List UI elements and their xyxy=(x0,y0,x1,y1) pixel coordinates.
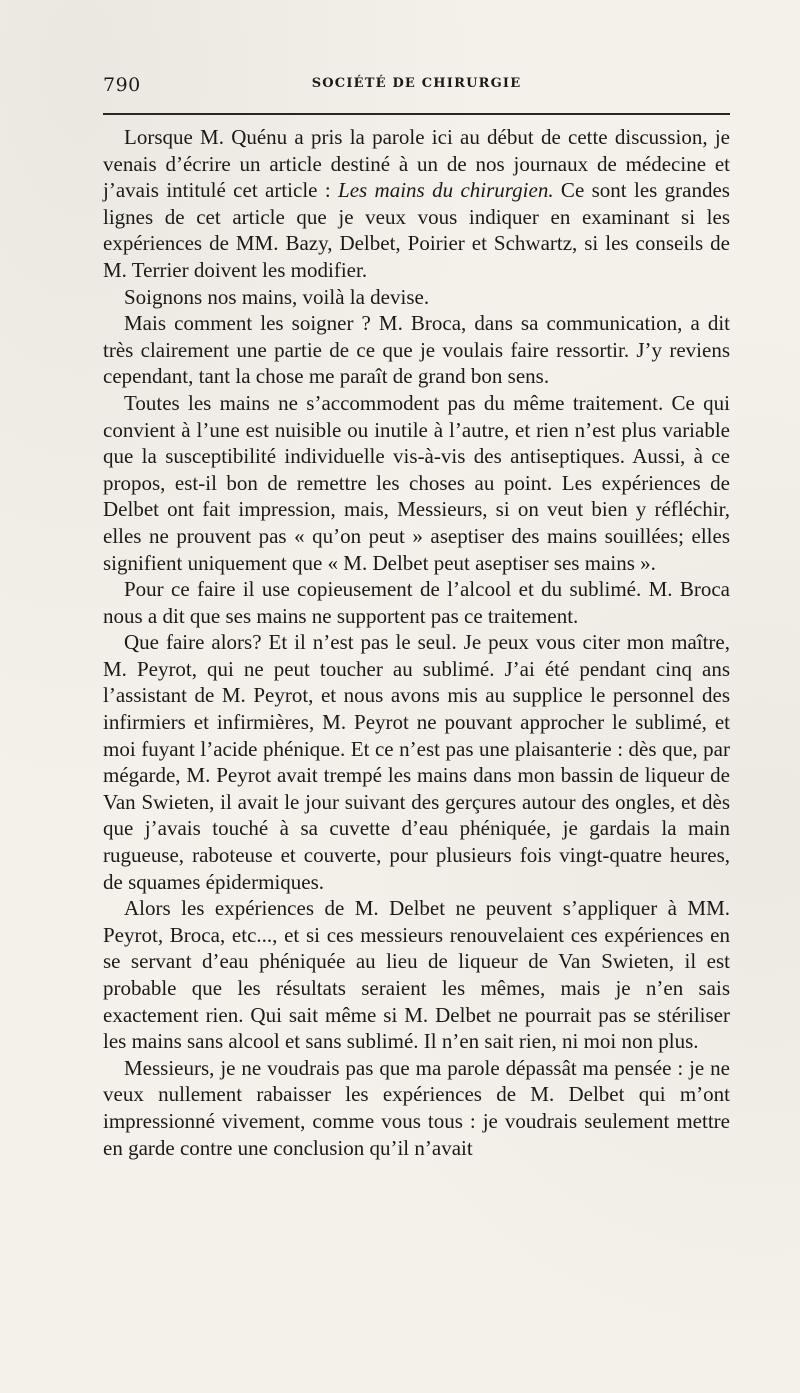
paragraph-8: Messieurs, je ne voudrais pas que ma parole dépassât ma pensée : je ne veux nullement rabaisser les expériences de M. Delbet qui m’ont impressionné vivement, comme vous tous : je voudrais seulement mettre en garde contre une conclusion qu’il n’avait xyxy=(103,1055,730,1160)
body-text xyxy=(103,124,730,1161)
paragraph-1 xyxy=(103,124,730,284)
running-title: SOCIÉTÉ DE CHIRURGIE xyxy=(311,76,522,91)
paragraph-5: Pour ce faire il use copieusement de l’alcool et du sublimé. M. Broca nous a dit que ses mains ne supportent pas ce traitement. xyxy=(103,577,730,628)
paragraph-4: Toutes les mains ne s’accommodent pas du même traitement. Ce qui convient à l’une est nuisible ou inutile à l’autre, et rien n’est plus variable que la susceptibilité individuelle vis-à-vis des antiseptiques. Aussi, à ce propos, est-il bon de remettre les choses au point. Les expériences de Delbet ont fait impression, mais, Messieurs, si on veut bien y réfléchir, elles ne prouvent pas « qu’on peut » aseptiser des mains souillées; elles signifient uniquement que « M. Delbet peut aseptiser ses mains ». xyxy=(103,390,730,575)
paragraph-6: Que faire alors? Et il n’est pas le seul. Je peux vous citer mon maître, M. Peyrot, qui ne peut toucher au sublimé. J’ai été pendant cinq ans l’assistant de M. Peyrot, et nous avons mis au supplice le personnel des infirmiers et infirmières, M. Peyrot ne pouvant approcher le sublimé, et moi fuyant l’acide phénique. Et ce n’est pas une plaisanterie : dès que, par mégarde, M. Peyrot avait trempé les mains dans mon bassin de liqueur de Van Swieten, il avait le jour suivant des gerçures autour des ongles, et dès que j’avais touché à sa cuvette d’eau phéniquée, je gardais la main rugueuse, raboteuse et couverte, pour plusieurs fois vingt-quatre heures, de squames épidermiques. xyxy=(103,630,730,894)
paragraph-2: Soignons nos mains, voilà la devise. xyxy=(124,284,430,309)
paragraph-7: Alors les expériences de M. Delbet ne peuvent s’appliquer à MM. Peyrot, Broca, etc..., et si ces messieurs renouvelaient ces expériences en se servant d’eau phéniquée au lieu de liqueur de Van Swieten, il est probable que les résultats seraient les mêmes, mais je n’en sais exactement rien. Qui sait même si M. Delbet ne pourrait pas se stériliser les mains sans alcool et sans sublimé. Il n’en sait rien, ni moi non plus. xyxy=(103,896,730,1054)
paragraph-1-tail: Ce sont les grandes lignes de cet article que je veux vous indiquer en examinant si les expériences de MM. Bazy, Delbet, Poirier et Schwartz, si les conseils de M. Terrier doivent les modifier. xyxy=(103,178,730,282)
article-title: Les mains du chirurgien. xyxy=(338,178,554,203)
paragraph-3: Mais comment les soigner ? M. Broca, dans sa communication, a dit très clairement une partie de ce que je voulais faire ressortir. J’y reviens cependant, tant la chose me paraît de grand bon sens. xyxy=(103,311,730,389)
running-head xyxy=(103,74,730,98)
paragraph-1-lead: Lorsque M. Quénu a pris la parole ici au début de cette discussion, je venais d’écrire un article destiné à un de nos journaux de médecine et j’avais intitulé cet article : xyxy=(103,125,730,203)
header-rule xyxy=(103,113,730,115)
page-number: 790 xyxy=(103,74,141,96)
